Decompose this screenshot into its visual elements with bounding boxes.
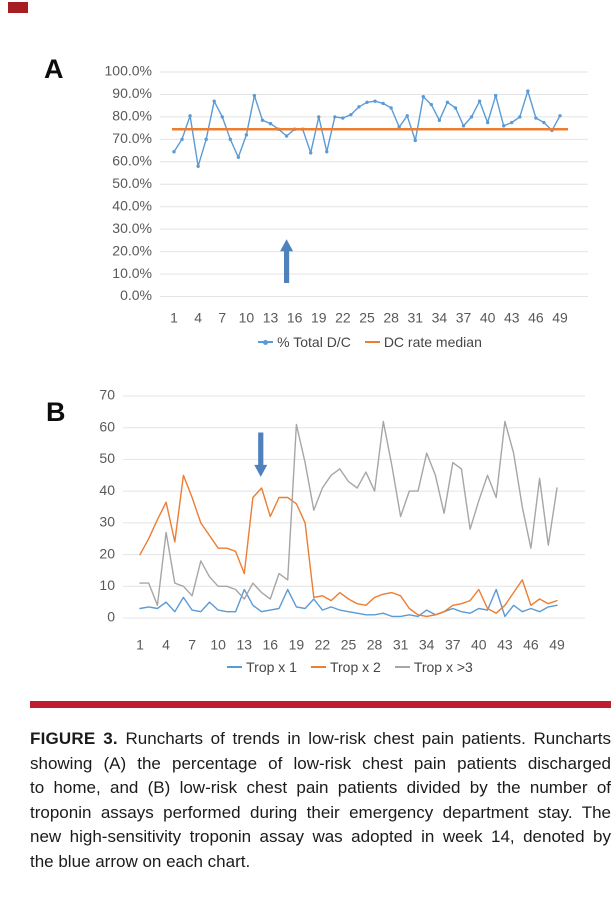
chart-A-x-tick-label: 13: [262, 309, 279, 326]
line-swatch-icon: [311, 666, 326, 668]
chart-B-x-tick-label: 40: [471, 636, 487, 653]
chart-A-series--total-d-c-marker: [333, 115, 336, 118]
chart-B-adoption-arrow-icon: [254, 432, 267, 476]
chart-A-series--total-d-c-marker: [470, 115, 473, 118]
chart-A-series--total-d-c-marker: [253, 94, 256, 97]
chart-A-x-tick-label: 4: [194, 309, 203, 326]
chart-A-series--total-d-c-marker: [269, 122, 272, 125]
chart-A-series--total-d-c-marker: [430, 103, 433, 106]
chart-B-x-tick-label: 1: [136, 636, 144, 653]
chart-A-series--total-d-c-marker: [534, 116, 537, 119]
chart-B-x-tick-label: 46: [523, 636, 539, 653]
chart-A-series--total-d-c-marker: [518, 115, 521, 118]
legend-label: Trop x >3: [413, 659, 473, 675]
line-swatch-icon: [227, 666, 242, 668]
chart-A-x-tick-label: 37: [455, 309, 472, 326]
chart-A-series--total-d-c-marker: [478, 99, 481, 102]
chart-B-x-tick-label: 4: [162, 636, 170, 653]
caption-line: showing (A) the percentage of low-risk chest pain patients discharged: [30, 753, 611, 773]
chart-A-series--total-d-c-marker: [317, 115, 320, 118]
chart-A-x-tick-label: 43: [503, 309, 520, 326]
line-swatch-icon: [365, 341, 380, 343]
chart-A-series--total-d-c-marker: [381, 102, 384, 105]
chart-A-y-tick-label: 60.0%: [112, 152, 152, 169]
caption-figure-label: FIGURE 3.: [30, 729, 118, 748]
legend-item-pct-total-dc: [258, 334, 351, 350]
chart-A-series--total-d-c-marker: [422, 95, 425, 98]
chart-B-x-tick-label: 49: [549, 636, 565, 653]
chart-B-x-tick-label: 37: [444, 636, 461, 653]
legend-label: % Total D/C: [277, 334, 351, 350]
legend-item-trop-x1: [227, 659, 297, 675]
chart-A-y-tick-label: 40.0%: [112, 197, 152, 214]
chart-A-x-tick-label: 22: [335, 309, 351, 326]
caption-line: [30, 727, 611, 752]
chart-A-series--total-d-c-marker: [526, 89, 529, 92]
chart-A-series--total-d-c-marker: [172, 150, 175, 153]
chart-A-series--total-d-c-marker: [365, 101, 368, 104]
chart-A-series--total-d-c-marker: [357, 105, 360, 108]
chart-A-series--total-d-c-marker: [229, 138, 232, 141]
legend-item-trop-x3: [395, 659, 473, 675]
chart-A-y-tick-label: 100.0%: [104, 62, 152, 79]
chart-A-series--total-d-c-marker: [261, 119, 264, 122]
chart-A-x-tick-label: 1: [170, 309, 178, 326]
chart-A-series--total-d-c-marker: [446, 101, 449, 104]
chart-A-series--total-d-c-marker: [213, 99, 216, 102]
chart-B-y-tick-label: 20: [99, 545, 115, 562]
chart-A-x-tick-label: 10: [238, 309, 255, 326]
chart-A-series--total-d-c-marker: [414, 139, 417, 142]
chart-B-x-tick-label: 22: [314, 636, 331, 653]
chart-A-x-tick-label: 49: [552, 309, 568, 326]
chart-A-series--total-d-c-marker: [325, 150, 328, 153]
chart-A-y-tick-label: 70.0%: [112, 130, 152, 147]
chart-A-series--total-d-c-marker: [180, 138, 183, 141]
chart-A-series--total-d-c-marker: [494, 94, 497, 97]
legend-item-trop-x2: [311, 659, 381, 675]
chart-A-x-tick-label: 25: [359, 309, 375, 326]
chart-A-series--total-d-c-marker: [341, 116, 344, 119]
chart-A-series--total-d-c-marker: [188, 114, 191, 117]
chart-A-series--total-d-c-marker: [245, 133, 248, 136]
chart-A-series--total-d-c-marker: [237, 156, 240, 159]
chart-A-series--total-d-c-marker: [406, 114, 409, 117]
legend-item-dc-rate-median: [365, 334, 482, 350]
chart-A-y-tick-label: 50.0%: [112, 174, 152, 191]
caption-line: the blue arrow on each chart.: [30, 851, 251, 871]
chart-A-series--total-d-c-marker: [558, 114, 561, 117]
chart-A-series--total-d-c-marker: [285, 134, 288, 137]
caption-line: new high-sensitivity troponin assay was adopted in week 14, denoted by: [30, 827, 611, 846]
chart-A-y-tick-label: 0.0%: [120, 287, 152, 304]
chart-B-y-tick-label: 70: [99, 386, 115, 403]
line-marker-swatch-icon: [258, 341, 273, 343]
chart-A-series--total-d-c-marker: [454, 106, 457, 109]
chart-B-y-tick-label: 60: [99, 418, 115, 435]
chart-A-adoption-arrow-icon: [280, 239, 293, 283]
chart-A-x-tick-label: 7: [218, 309, 227, 326]
chart-A-series--total-d-c-marker: [221, 115, 224, 118]
chart-B-x-tick-label: 31: [392, 636, 409, 653]
chart-B-x-tick-label: 19: [288, 636, 305, 653]
chart-A-x-tick-label: 16: [286, 309, 303, 326]
chart-A-series--total-d-c-marker: [309, 151, 312, 154]
chart-A-series--total-d-c-marker: [204, 138, 207, 141]
chart-B-x-tick-label: 7: [188, 636, 197, 653]
chart-B-x-tick-label: 43: [497, 636, 513, 653]
chart-A-series--total-d-c-marker: [542, 121, 545, 124]
chart-B-y-tick-label: 10: [99, 576, 115, 593]
chart-B-y-tick-label: 40: [99, 481, 115, 498]
chart-A-series--total-d-c-marker: [486, 121, 489, 124]
chart-A-series--total-d-c-marker: [349, 113, 352, 116]
chart-a-legend: [150, 334, 590, 350]
chart-A-series--total-d-c-marker: [389, 106, 392, 109]
chart-A-x-tick-label: 19: [310, 309, 327, 326]
caption-text: Runcharts of trends in low-risk chest pain patients. Runcharts: [125, 729, 611, 748]
chart-B-y-tick-label: 30: [99, 513, 115, 530]
chart-A-y-tick-label: 90.0%: [112, 85, 152, 102]
chart-B-x-tick-label: 25: [340, 636, 357, 653]
chart-A-y-tick-label: 10.0%: [112, 264, 152, 281]
chart-A-y-tick-label: 20.0%: [112, 242, 152, 259]
chart-A-series--total-d-c-marker: [438, 119, 441, 122]
chart-B-x-tick-label: 10: [210, 636, 226, 653]
chart-B-y-tick-label: 50: [99, 450, 115, 467]
chart-A-x-tick-label: 28: [383, 309, 399, 326]
caption-line: troponin assays performed during their emergency department stay. The: [30, 802, 611, 822]
figure-caption: [30, 727, 611, 874]
chart-B-x-tick-label: 16: [262, 636, 279, 653]
chart-A-series--total-d-c-marker: [196, 165, 199, 168]
legend-label: Trop x 2: [329, 659, 381, 675]
chart-A-y-tick-label: 30.0%: [112, 219, 152, 236]
caption-line: to home, and (B) low-risk chest pain patients divided by the number of: [30, 778, 611, 797]
line-swatch-icon: [395, 666, 410, 668]
chart-B-x-tick-label: 28: [366, 636, 383, 653]
chart-b-legend: [115, 659, 585, 675]
caption-divider-bar: [30, 701, 611, 708]
chart-B-series-trop-x-3: [140, 421, 557, 605]
chart-B-y-tick-label: 0: [107, 608, 115, 625]
chart-A-x-tick-label: 40: [479, 309, 496, 326]
chart-A-series--total-d-c-marker: [373, 99, 376, 102]
legend-label: DC rate median: [383, 334, 482, 350]
chart-A-y-tick-label: 80.0%: [112, 107, 152, 124]
chart-A-series--total-d-c-marker: [510, 121, 513, 124]
chart-B-x-tick-label: 13: [236, 636, 253, 653]
chart-A-series--total-d-c-marker: [462, 124, 465, 127]
chart-A-x-tick-label: 31: [407, 309, 424, 326]
chart-B-x-tick-label: 34: [418, 636, 435, 653]
legend-label: Trop x 1: [246, 659, 297, 675]
chart-A-series--total-d-c-marker: [502, 124, 505, 127]
panel-label-a: A: [44, 54, 64, 84]
chart-A-x-tick-label: 34: [431, 309, 448, 326]
chart-A-x-tick-label: 46: [528, 309, 544, 326]
panel-label-b: B: [46, 397, 66, 427]
